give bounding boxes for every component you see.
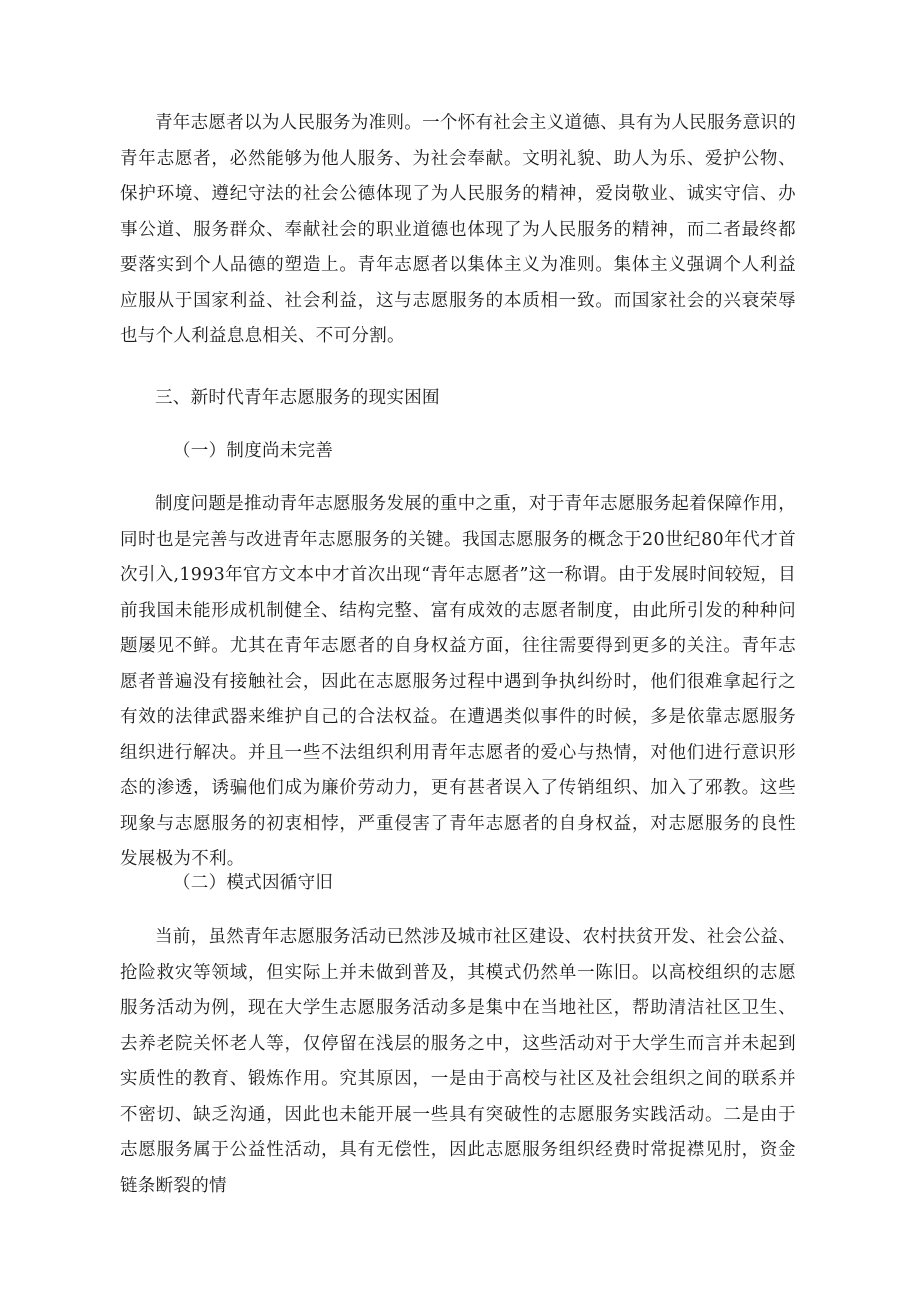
subsection-heading: （一）制度尚未完善	[173, 441, 334, 461]
section-heading: 三、新时代青年志愿服务的现实困囿	[155, 388, 440, 408]
body-paragraph: 制度问题是推动青年志愿服务发展的重中之重，对于青年志愿服务起着保障作用，同时也是完善与改进青年志愿服务的关键。我国志愿服务的概念于20世纪80年代才首次引入,1993年官方文本中才首次出现“青年志愿者”这一称谓。由于发展时间较短，目前我国未能形成机制健全、结构完整、富有成效的志愿者制度，由此所引发的种种问题屡见不鲜。尤其在青年志愿者的自身权益方面，往往需要得到更多的关注。青年志愿者普遍没有接触社会，因此在志愿服务过程中遇到争执纠纷时，他们很难拿起行之有效的法律武器来维护自己的合法权益。在遭遇类似事件的时候，多是依靠志愿服务组织进行解决。并且一些不法组织利用青年志愿者的爱心与热情，对他们进行意识形态的渗透，诱骗他们成为廉价劳动力，更有甚者误入了传销组织、加入了邪教。这些现象与志愿服务的初衷相悖，严重侵害了青年志愿者的自身权益，对志愿服务的良性发展极为不利。	[120, 494, 796, 869]
body-paragraph: 青年志愿者以为人民服务为准则。一个怀有社会主义道德、具有为人民服务意识的青年志愿者，必然能够为他人服务、为社会奉献。文明礼貌、助人为乐、爱护公物、保护环境、遵纪守法的社会公德体现了为人民服务的精神，爱岗敬业、诚实守信、办事公道、服务群众、奉献社会的职业道德也体现了为人民服务的精神，而二者最终都要落实到个人品德的塑造上。青年志愿者以集体主义为准则。集体主义强调个人利益应服从于国家利益、社会利益，这与志愿服务的本质相一致。而国家社会的兴衰荣辱也与个人利益息息相关、不可分割。	[120, 113, 796, 346]
subsection-heading: （二）模式因循守旧	[173, 873, 334, 893]
body-paragraph: 当前，虽然青年志愿服务活动已然涉及城市社区建设、农村扶贫开发、社会公益、抢险救灾等领域，但实际上并未做到普及，其模式仍然单一陈旧。以高校组织的志愿服务活动为例，现在大学生志愿服务活动多是集中在当地社区，帮助清洁社区卫生、去养老院关怀老人等，仅停留在浅层的服务之中，这些活动对于大学生而言并未起到实质性的教育、锻炼作用。究其原因，一是由于高校与社区及社会组织之间的联系并不密切、缺乏沟通，因此也未能开展一些具有突破性的志愿服务实践活动。二是由于志愿服务属于公益性活动，具有无偿性，因此志愿服务组织经费时常捉襟见肘，资金链条断裂的情	[120, 927, 796, 1196]
